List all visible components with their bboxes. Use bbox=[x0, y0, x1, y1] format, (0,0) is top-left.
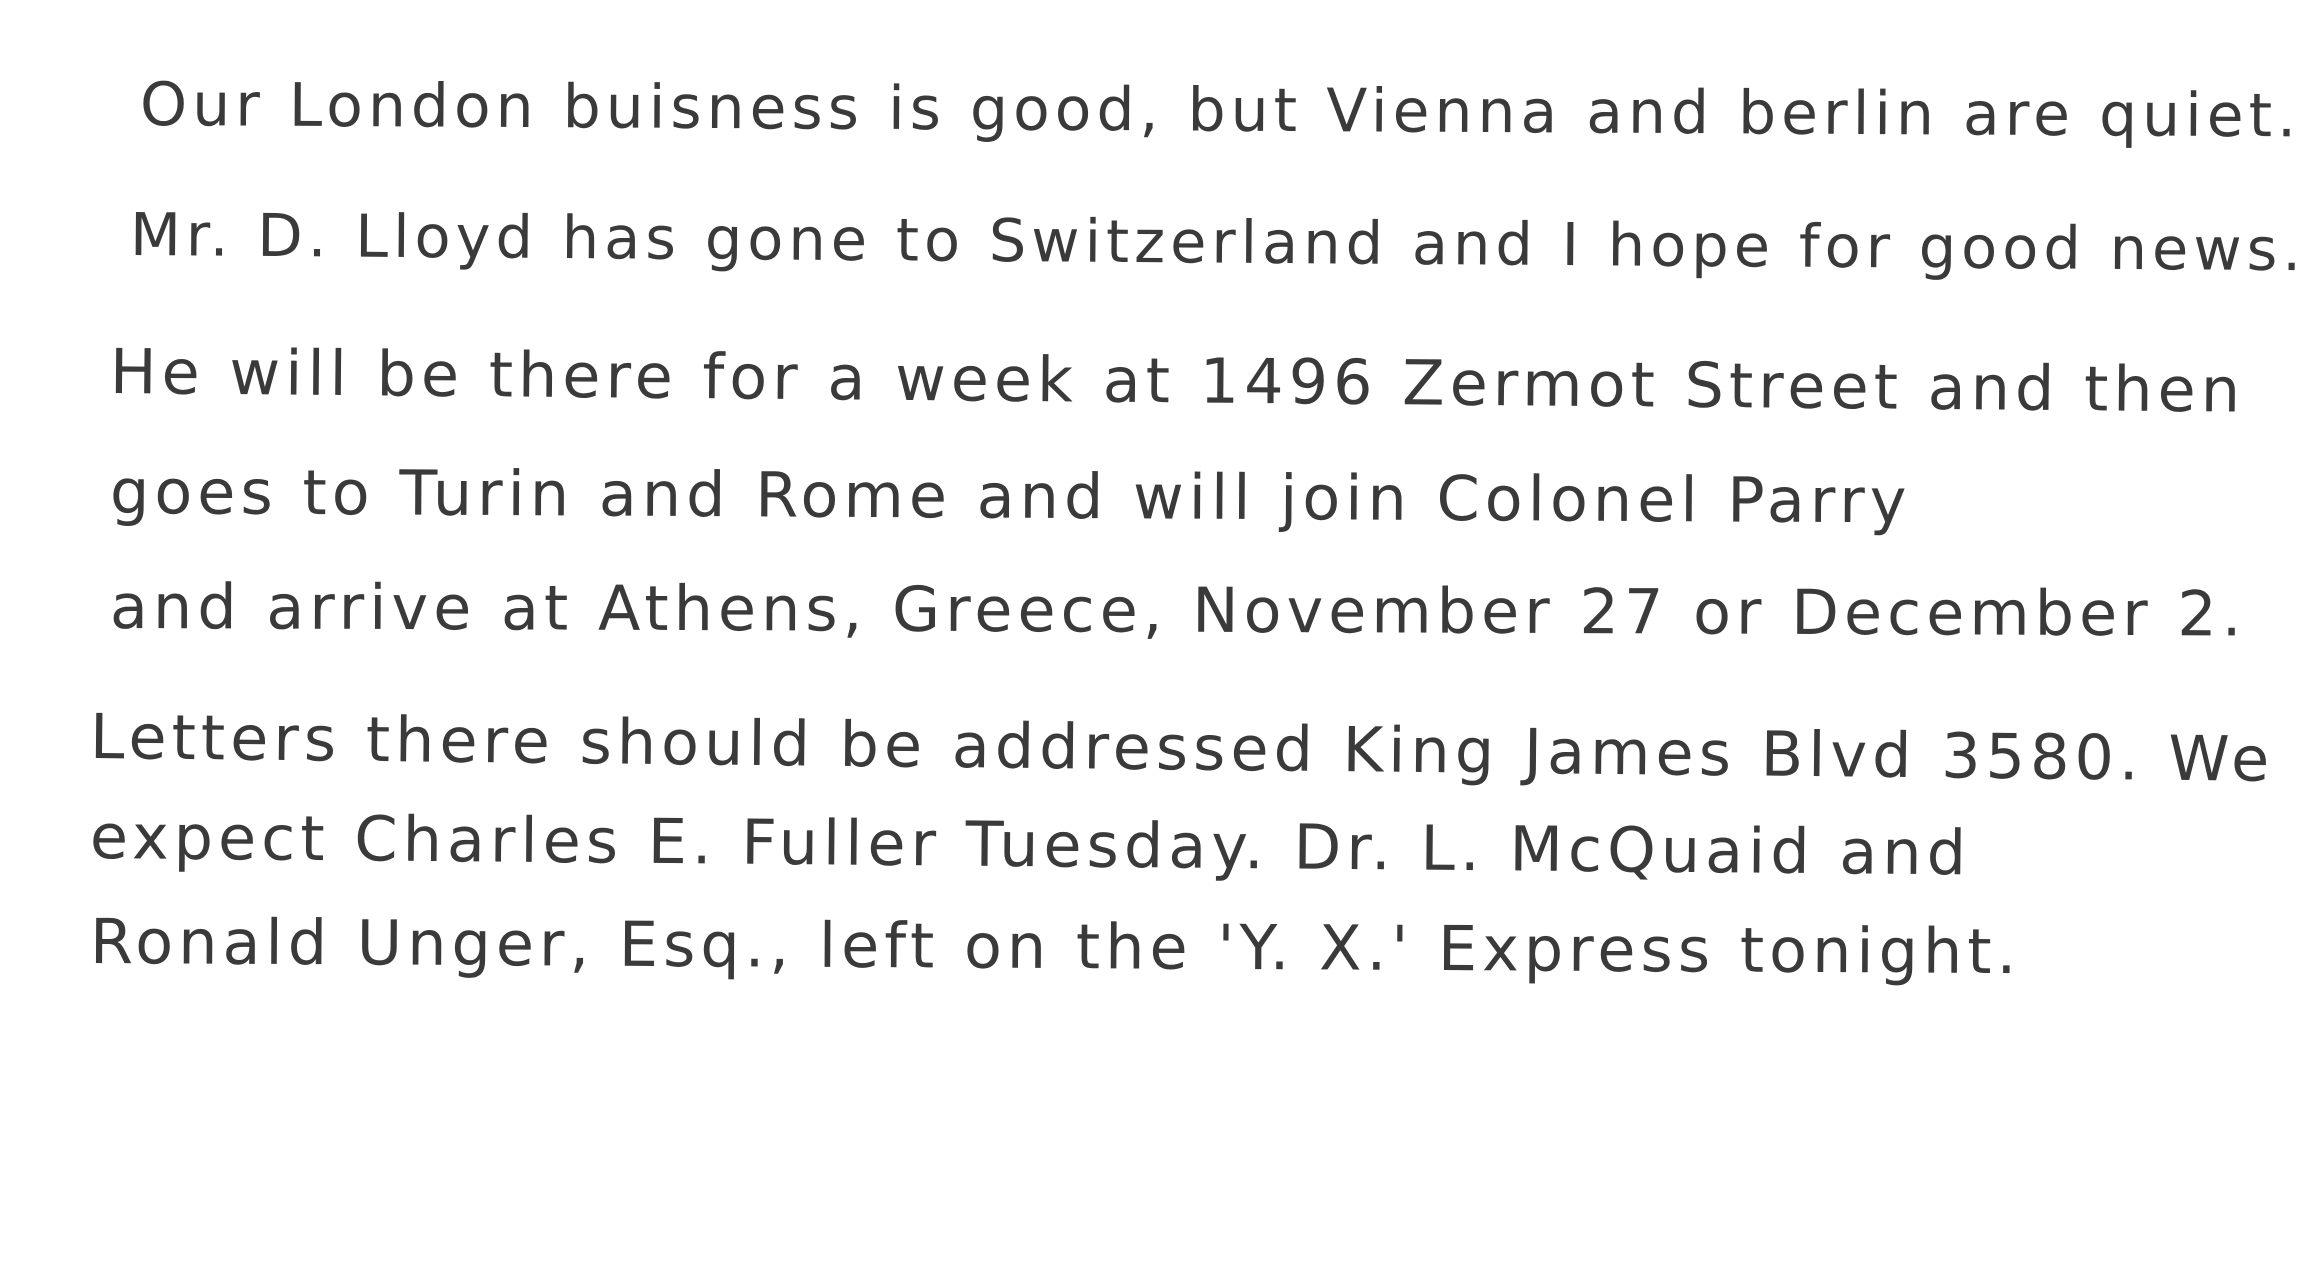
letter-line-8: Ronald Unger, Esq., left on the 'Y. X.' Express tonight. bbox=[89, 905, 2022, 989]
letter-line-1: Our London buisness is good, but Vienna and berlin are quiet. bbox=[139, 70, 2302, 152]
letter-line-7: expect Charles E. Fuller Tuesday. Dr. L. McQuaid and bbox=[89, 800, 1972, 890]
letter-line-3: He will be there for a week at 1496 Zermot Street and then bbox=[109, 335, 2246, 427]
letter-line-5: and arrive at Athens, Greece, November 27 or December 2. bbox=[109, 570, 2247, 651]
letter-line-2: Mr. D. Lloyd has gone to Switzerland and I hope for good news. bbox=[129, 200, 2307, 285]
letter-line-4: goes to Turin and Rome and will join Colonel Parry bbox=[109, 455, 1912, 538]
letter-line-6: Letters there should be addressed King James Blvd 3580. We bbox=[89, 700, 2275, 796]
